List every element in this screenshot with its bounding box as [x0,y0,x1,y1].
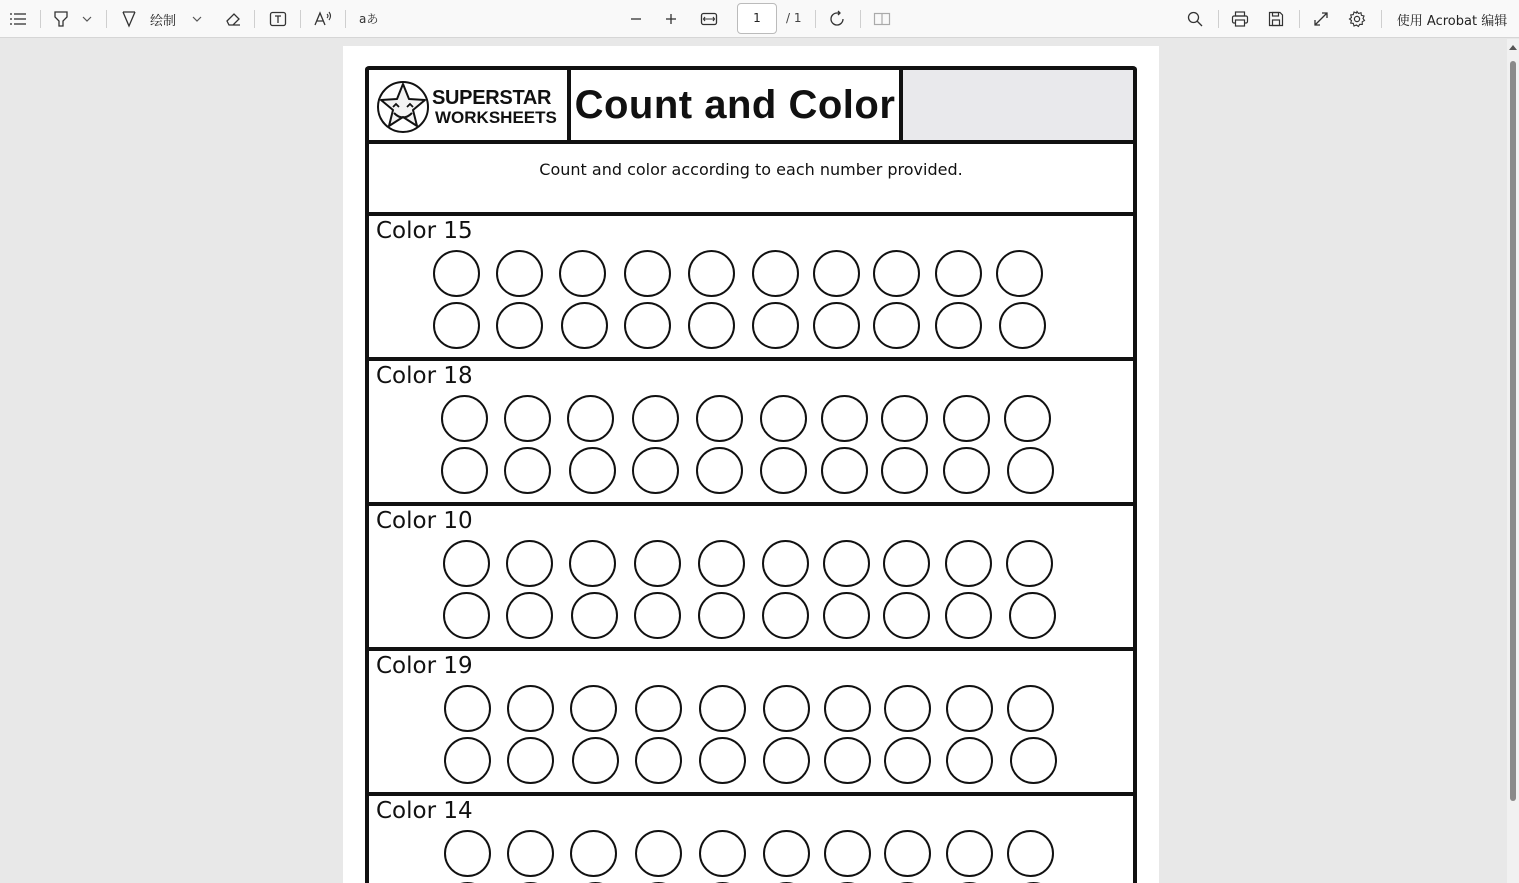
color-circle [571,592,618,639]
color-circle [945,592,992,639]
color-circle [441,395,488,442]
color-circle [433,250,480,297]
translate-icon[interactable] [356,7,380,31]
color-circle [688,250,735,297]
color-circle [945,540,992,587]
worksheet-title: Count and Color [574,82,896,127]
color-circle [935,302,982,349]
color-circle [507,685,554,732]
color-circle [634,540,681,587]
color-circle [433,302,480,349]
color-circle [873,302,920,349]
color-circle [943,447,990,494]
color-circle [561,302,608,349]
section-label: Color 14 [376,798,473,824]
color-circle [821,395,868,442]
color-circle [444,737,491,784]
color-circle [760,447,807,494]
color-circle [884,830,931,877]
color-circle [443,540,490,587]
list-icon[interactable] [6,7,30,31]
color-circle [570,685,617,732]
color-circle [699,685,746,732]
page-total: / 1 [786,11,802,25]
color-circle [504,447,551,494]
color-circle [813,250,860,297]
scroll-up-arrow-icon[interactable] [1509,45,1517,50]
color-circle [946,737,993,784]
color-circle [1007,830,1054,877]
chevron-down-icon[interactable] [190,7,204,31]
color-circle [698,592,745,639]
superstar-logo-icon [376,80,430,134]
color-circle [999,302,1046,349]
color-circle [696,447,743,494]
color-circle [1007,447,1054,494]
name-box [903,70,1133,140]
section-label: Color 19 [376,653,473,679]
color-circle [1010,737,1057,784]
color-circle [635,737,682,784]
scrollbar-thumb[interactable] [1510,61,1516,801]
color-circle [635,830,682,877]
color-circle [444,830,491,877]
zoom-out-icon[interactable] [626,7,646,31]
color-circle [632,447,679,494]
color-circle [762,592,809,639]
color-circle [762,540,809,587]
color-circle [763,830,810,877]
color-circle [824,830,871,877]
color-circle [504,395,551,442]
color-circle [496,302,543,349]
color-circle [572,737,619,784]
color-circle [881,395,928,442]
color-circle [496,250,543,297]
color-circle [996,250,1043,297]
color-circle [569,540,616,587]
color-circle [763,737,810,784]
color-circle [559,250,606,297]
logo-subtext: WORKSHEETS [435,108,557,127]
count-section [369,216,1133,361]
color-circle [506,592,553,639]
document-viewer[interactable] [0,39,1507,883]
color-circle [881,447,928,494]
color-circle [1007,685,1054,732]
count-section [369,361,1133,506]
draw-label[interactable]: 绘制 [149,13,176,29]
section-label: Color 10 [376,508,473,534]
color-circle [443,592,490,639]
color-circle [688,302,735,349]
color-circle [507,830,554,877]
settings-icon[interactable] [1346,7,1368,31]
highlighter-icon[interactable] [50,7,72,31]
color-circle [884,685,931,732]
color-circle [1006,540,1053,587]
color-circle [635,685,682,732]
color-circle [884,737,931,784]
logo-text: SUPERSTAR [432,87,552,109]
text-box-icon[interactable] [267,7,289,31]
page-number-input[interactable]: 1 [737,3,777,34]
count-section [369,506,1133,651]
color-circle [699,830,746,877]
color-circle [699,737,746,784]
color-circle [824,737,871,784]
color-circle [873,250,920,297]
color-circle [813,302,860,349]
worksheet [365,66,1137,883]
color-circle [634,592,681,639]
color-circle [570,830,617,877]
fullscreen-icon[interactable] [1310,7,1332,31]
rotate-icon[interactable] [826,7,848,31]
color-circle [567,395,614,442]
instructions-row [369,144,1133,216]
color-circle [883,592,930,639]
color-circle [823,592,870,639]
color-circle [632,395,679,442]
color-circle [824,685,871,732]
color-circle [763,685,810,732]
draw-pen-icon[interactable] [118,7,140,31]
worksheet-header [369,70,1133,144]
color-circle [943,395,990,442]
color-circle [506,540,553,587]
color-circle [752,250,799,297]
color-circle [507,737,554,784]
color-circle [444,685,491,732]
zoom-in-icon[interactable] [661,7,681,31]
toolbar [0,0,1519,38]
color-circle [624,250,671,297]
section-label: Color 18 [376,363,473,389]
search-icon[interactable] [1184,7,1206,31]
color-circle [946,830,993,877]
color-circle [752,302,799,349]
count-section [369,796,1133,883]
svg-text:aあ: aあ [359,12,378,26]
color-circle [1004,395,1051,442]
color-circle [946,685,993,732]
color-circle [569,447,616,494]
color-circle [821,447,868,494]
chevron-down-icon[interactable] [80,7,94,31]
color-circle [441,447,488,494]
eraser-icon[interactable] [222,7,244,31]
page-view-icon[interactable] [871,7,893,31]
read-aloud-icon[interactable] [312,7,334,31]
logo [369,70,571,140]
print-icon[interactable] [1229,7,1251,31]
color-circle [624,302,671,349]
fit-width-icon[interactable] [698,7,720,31]
pdf-page [343,46,1159,883]
title-cell [571,70,903,140]
section-label: Color 15 [376,218,473,244]
count-section [369,651,1133,796]
color-circle [760,395,807,442]
instructions: Count and color according to each number provided. [539,160,963,179]
edit-with-acrobat-button[interactable]: 使用 Acrobat 编辑 [1396,13,1508,29]
color-circle [883,540,930,587]
save-icon[interactable] [1265,7,1287,31]
color-circle [1009,592,1056,639]
color-circle [823,540,870,587]
color-circle [696,395,743,442]
color-circle [935,250,982,297]
color-circle [698,540,745,587]
vertical-scrollbar[interactable] [1507,39,1519,883]
